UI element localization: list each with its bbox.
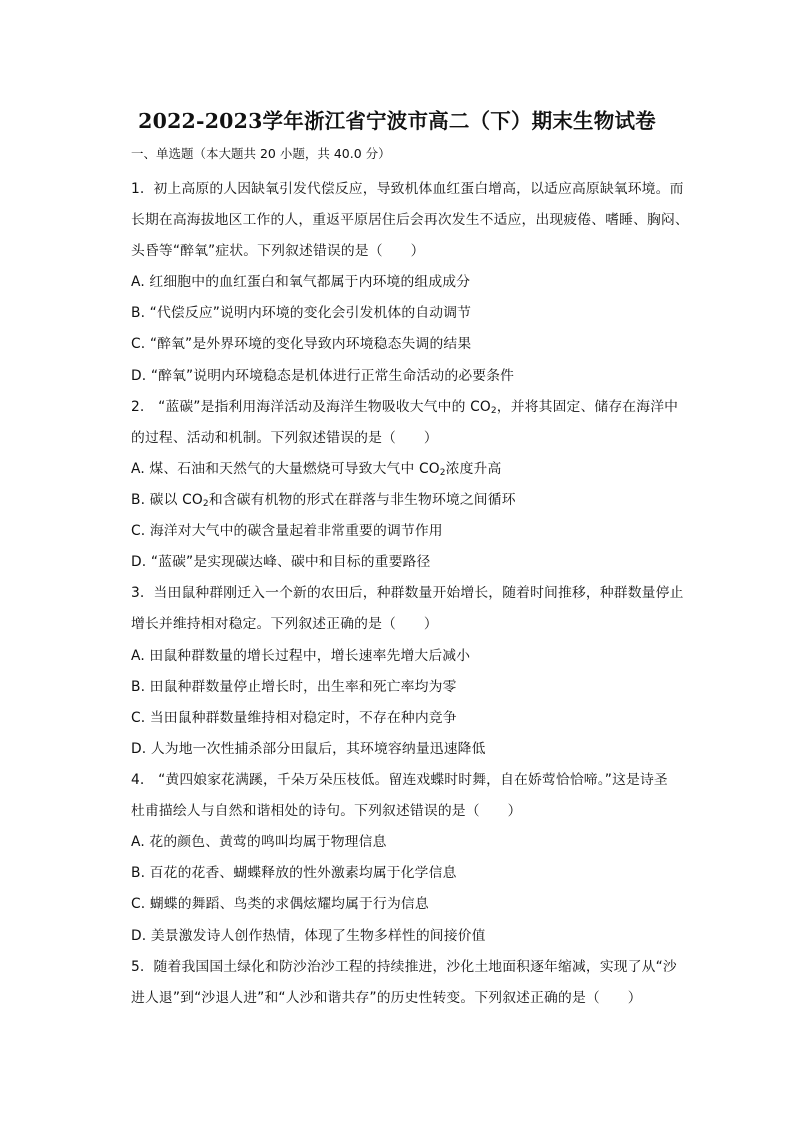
question-text: “蓝碳”是指利用海洋活动及海洋生物吸收大气中的 CO bbox=[158, 399, 491, 415]
question-1-line-3: 头昏等“醉氧”症状。下列叙述错误的是（ ） bbox=[131, 243, 425, 259]
question-3-line-1 bbox=[131, 581, 684, 601]
question-2-option-c: C. 海洋对大气中的碳含量起着非常重要的调节作用 bbox=[131, 523, 443, 539]
question-number: 3. bbox=[131, 585, 145, 601]
question-3-line-2: 增长并维持相对稳定。下列叙述正确的是（ ） bbox=[131, 616, 438, 632]
subscript: 2 bbox=[202, 499, 209, 509]
question-text: 初上高原的人因缺氧引发代偿反应，导致机体血红蛋白增高，以适应高原缺氧环境。而 bbox=[153, 181, 684, 197]
question-1-line-1 bbox=[131, 177, 684, 197]
question-4-option-d: D. 美景激发诗人创作热情，体现了生物多样性的间接价值 bbox=[131, 928, 486, 944]
question-4-option-b: B. 百花的花香、蝴蝶释放的性外激素均属于化学信息 bbox=[131, 865, 457, 881]
question-number: 5. bbox=[131, 959, 145, 975]
option-text: B. 碳以 CO bbox=[131, 492, 203, 508]
question-3-option-d: D. 人为地一次性捕杀部分田鼠后，其环境容纳量迅速降低 bbox=[131, 741, 486, 757]
question-1-option-a: A. 红细胞中的血红蛋白和氧气都属于内环境的组成成分 bbox=[131, 274, 471, 290]
question-number: 4. bbox=[131, 772, 145, 788]
question-text: ，并将其固定、储存在海洋中 bbox=[496, 399, 679, 415]
question-3-option-b: B. 田鼠种群数量停止增长时，出生率和死亡率均为零 bbox=[131, 679, 457, 695]
exam-title: 2022-2023学年浙江省宁波市高二（下）期末生物试卷 bbox=[138, 109, 656, 133]
question-1-option-c: C. “醉氧”是外界环境的变化导致内环境稳态失调的结果 bbox=[131, 336, 472, 352]
question-1-option-d: D. “醉氧”说明内环境稳态是机体进行正常生命活动的必要条件 bbox=[131, 368, 515, 384]
question-1-line-2: 长期在高海拔地区工作的人，重返平原居住后会再次发生不适应，出现疲倦、嗜睡、胸闷、 bbox=[131, 212, 689, 228]
question-3-option-c: C. 当田鼠种群数量维持相对稳定时，不存在种内竞争 bbox=[131, 710, 457, 726]
question-text: “黄四娘家花满蹊，千朵万朵压枝低。留连戏蝶时时舞，自在娇莺恰恰啼。”这是诗圣 bbox=[158, 772, 668, 788]
question-4-line-1 bbox=[131, 768, 668, 788]
question-4-option-a: A. 花的颜色、黄莺的鸣叫均属于物理信息 bbox=[131, 834, 387, 850]
option-text: 和含碳有机物的形式在群落与非生物环境之间循环 bbox=[208, 492, 516, 508]
question-2-line-2: 的过程、活动和机制。下列叙述错误的是（ ） bbox=[131, 430, 438, 446]
question-text: 当田鼠种群刚迁入一个新的农田后，种群数量开始增长，随着时间推移，种群数量停止 bbox=[153, 585, 684, 601]
question-4-option-c: C. 蝴蝶的舞蹈、鸟类的求偶炫耀均属于行为信息 bbox=[131, 896, 429, 912]
question-5-line-2: 进人退”到“沙退人进”和“人沙和谐共存”的历史性转变。下列叙述正确的是（ ） bbox=[131, 990, 642, 1006]
question-4-line-2: 杜甫描绘人与自然和谐相处的诗句。下列叙述错误的是（ ） bbox=[131, 803, 522, 819]
subscript: 2 bbox=[439, 468, 446, 478]
section-heading: 一、单选题（本大题共 20 小题，共 40.0 分） bbox=[131, 146, 391, 161]
question-2-option-b bbox=[131, 488, 516, 508]
question-2-option-d: D. “蓝碳”是实现碳达峰、碳中和目标的重要路径 bbox=[131, 554, 431, 570]
question-1-option-b: B. “代偿反应”说明内环境的变化会引发机体的自动调节 bbox=[131, 305, 472, 321]
question-number: 2. bbox=[131, 399, 145, 415]
question-3-option-a: A. 田鼠种群数量的增长过程中，增长速率先增大后减小 bbox=[131, 648, 471, 664]
option-text: A. 煤、石油和天然气的大量燃烧可导致大气中 CO bbox=[131, 461, 440, 477]
option-text: 浓度升高 bbox=[445, 461, 502, 477]
question-2-option-a bbox=[131, 457, 501, 477]
subscript: 2 bbox=[490, 406, 497, 416]
question-5-line-1 bbox=[131, 955, 677, 975]
question-2-line-1 bbox=[131, 395, 678, 415]
question-number: 1. bbox=[131, 181, 145, 197]
question-text: 随着我国国土绿化和防沙治沙工程的持续推进，沙化土地面积逐年缩减，实现了从“沙 bbox=[153, 959, 677, 975]
